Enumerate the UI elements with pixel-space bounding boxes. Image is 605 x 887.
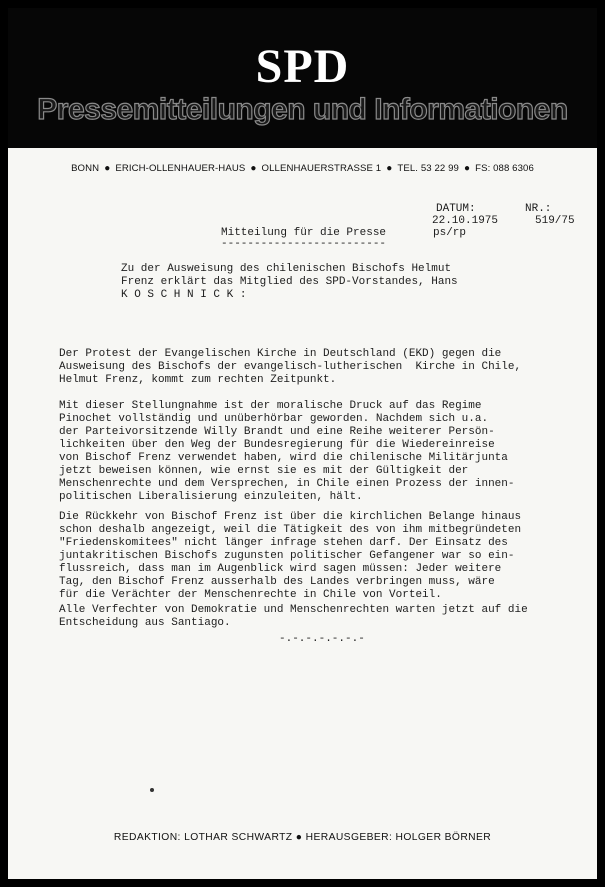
address-phone: TEL. 53 22 99: [397, 163, 459, 174]
address-telex: FS: 088 6306: [475, 163, 534, 174]
reference-code: ps/rp: [433, 227, 467, 239]
bullet-icon: ●: [463, 163, 471, 174]
body-line: Helmut Frenz, kommt zum rechten Zeitpunkt.: [59, 374, 337, 386]
document-heading: Mitteilung für die Presse: [221, 227, 387, 239]
body-line: lichkeiten über den Weg der Bundesregierung für die Wiedereinreise: [59, 439, 495, 451]
masthead-subtitle: Pressemitteilungen und Informationen: [37, 93, 568, 126]
bullet-icon: ●: [386, 163, 393, 174]
body-line: der Parteivorsitzende Willy Brandt und eine Reihe weiterer Persön-: [59, 426, 495, 438]
intro-line: Zu der Ausweisung des chilenischen Bischofs Helmut: [121, 263, 452, 275]
footer-publisher: HERAUSGEBER: HOLGER BÖRNER: [305, 832, 492, 843]
body-line: schon deshalb angezeigt, weil die Tätigkeit des von ihm mitbegründeten: [59, 524, 522, 536]
address-city: BONN: [71, 163, 100, 174]
nr-value: 519/75: [535, 215, 575, 227]
body-line: jetzt beweisen können, wie ernst sie es mit der Gültigkeit der: [59, 465, 469, 477]
spd-logo: SPD: [255, 40, 350, 93]
body-line: Ausweisung des Bischofs der evangelisch-lutherischen Kirche in Chile,: [59, 361, 522, 373]
nr-label: NR.:: [525, 203, 552, 215]
body-line: Alle Verfechter von Demokratie und Menschenrechten warten jetzt auf die: [59, 604, 528, 616]
heading-underline: -------------------------: [221, 238, 387, 250]
masthead: [8, 8, 597, 148]
body-line: Die Rückkehr von Bischof Frenz ist über die kirchlichen Belange hinaus: [59, 511, 522, 523]
closing-marks: -.-.-.-.-.-.-: [279, 633, 365, 645]
body-line: Pinochet vollständig und unüberhörbar geworden. Nachdem sich u.a.: [59, 413, 489, 425]
footer-editor: REDAKTION: LOTHAR SCHWARTZ: [113, 832, 293, 843]
ink-speck: [150, 788, 154, 792]
body-line: politischen Liberalisierung einzuleiten, hält.: [59, 491, 363, 503]
bullet-icon: ●: [250, 163, 257, 174]
bullet-icon: ●: [104, 163, 111, 174]
footer: [8, 832, 597, 843]
body-line: für die Verächter der Menschenrechte in Chile von Vorteil.: [59, 589, 442, 601]
body-line: flussreich, dass man im Augenblick wird sagen müssen: Jeder weitere: [59, 563, 502, 575]
address-line: [8, 163, 597, 174]
datum-label: DATUM:: [436, 203, 476, 215]
address-building: ERICH-OLLENHAUER-HAUS: [115, 163, 246, 174]
body-line: "Friedenskomitees" nicht länger infrage stehen darf. Der Einsatz des: [59, 537, 508, 549]
body-line: von Bischof Frenz verwendet haben, wird die chilenische Militärjunta: [59, 452, 508, 464]
body-line: Menschenrechte und dem Versprechen, in Chile einen Prozess der innen-: [59, 478, 515, 490]
body-line: Der Protest der Evangelischen Kirche in Deutschland (EKD) gegen die: [59, 348, 502, 360]
body-line: Entscheidung aus Santiago.: [59, 617, 231, 629]
datum-value: 22.10.1975: [432, 215, 499, 227]
body-line: juntakritischen Bischofs zugunsten politischer Gefangener war so ein-: [59, 550, 515, 562]
address-street: OLLENHAUERSTRASSE 1: [261, 163, 382, 174]
body-line: Mit dieser Stellungnahme ist der moralische Druck auf das Regime: [59, 400, 482, 412]
bullet-icon: ●: [292, 832, 306, 843]
press-release-page: [8, 8, 597, 879]
intro-line: Frenz erklärt das Mitglied des SPD-Vorstandes, Hans: [121, 276, 458, 288]
body-line: Tag, den Bischof Frenz ausserhalb des Landes verbringen muss, wäre: [59, 576, 495, 588]
intro-line: K O S C H N I C K :: [121, 289, 247, 301]
